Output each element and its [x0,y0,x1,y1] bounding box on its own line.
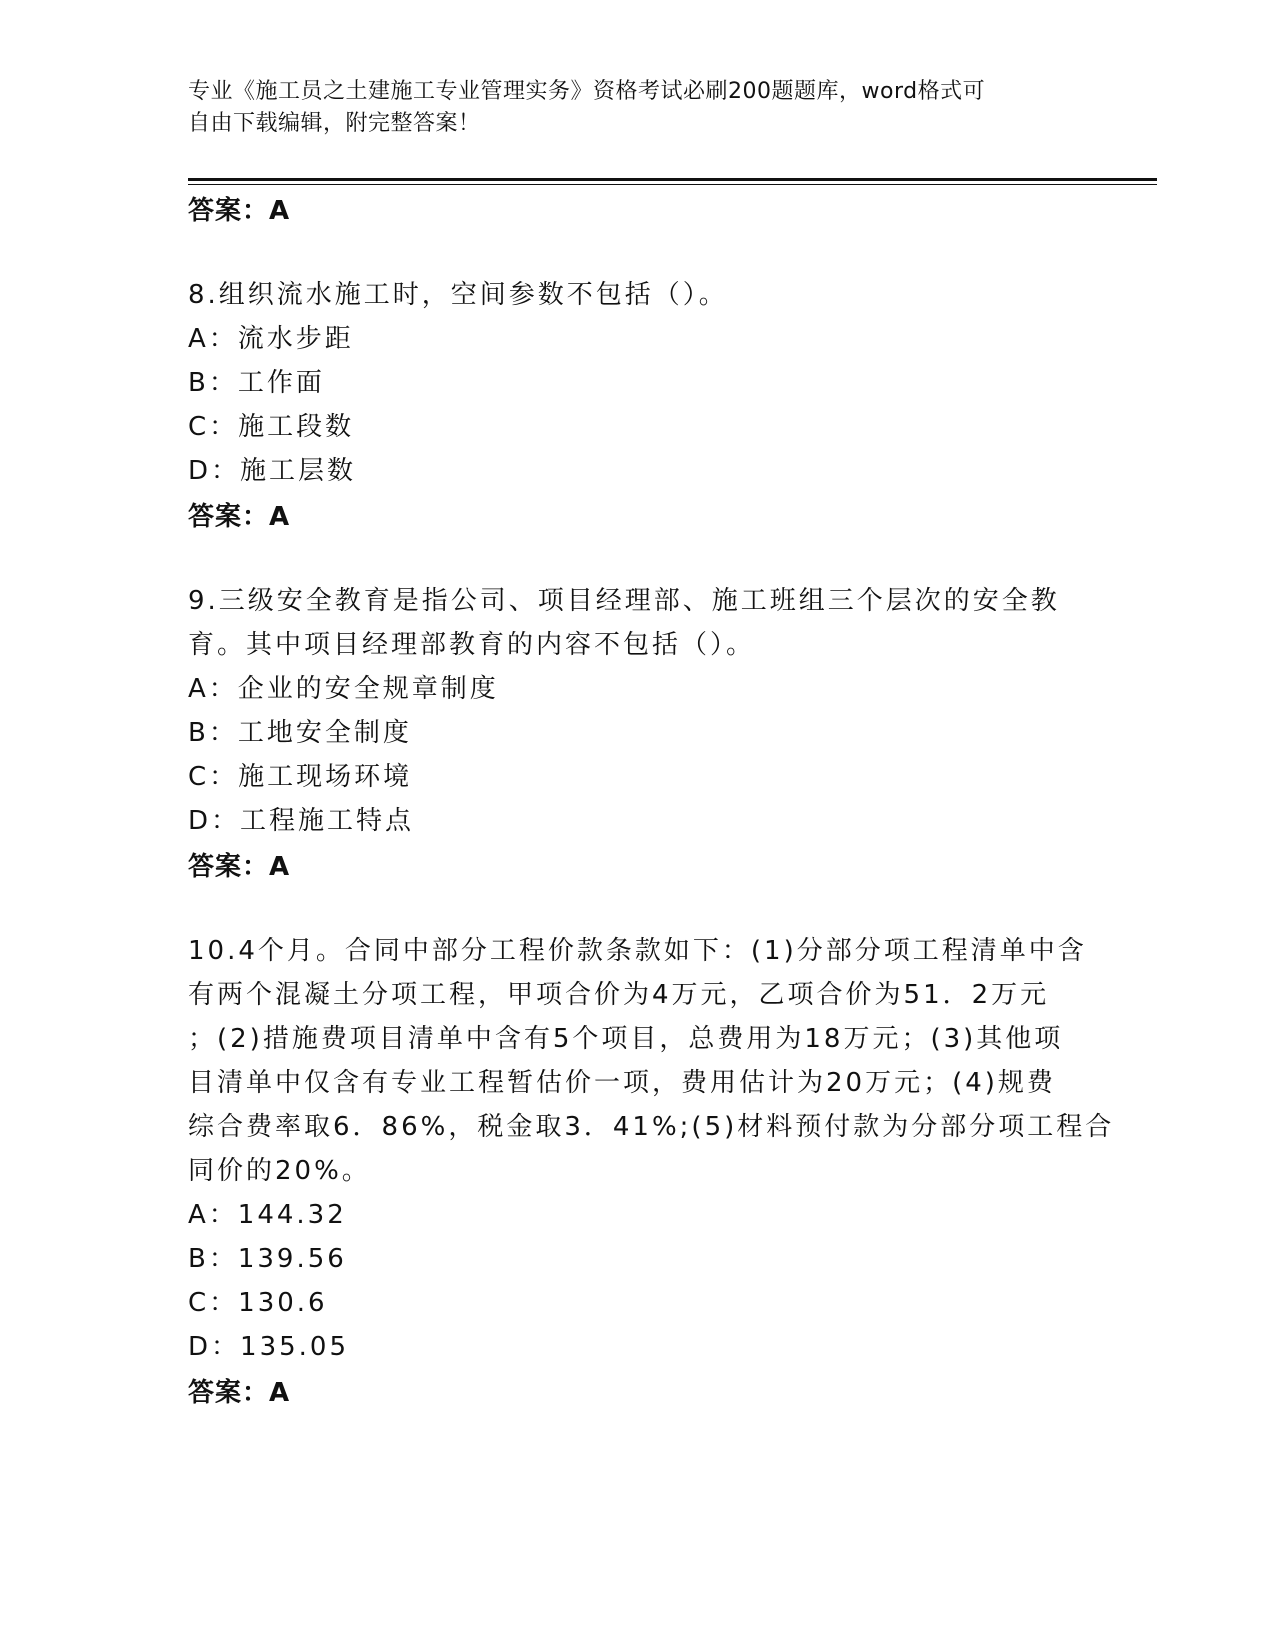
question-8-option-a: A：流水步距 [188,324,354,354]
question-9-stem-line-1: 9.三级安全教育是指公司、项目经理部、施工班组三个层次的安全教 [188,586,1060,616]
question-9-option-a: A：企业的安全规章制度 [188,674,499,704]
question-9-option-c: C：施工现场环境 [188,762,413,792]
question-10-option-d: D：135.05 [188,1332,349,1362]
question-10-stem-line-6: 同价的20%。 [188,1156,371,1186]
question-9-option-d: D：工程施工特点 [188,806,415,836]
header-rule-thin [188,184,1157,185]
question-10-option-a: A：144.32 [188,1200,347,1230]
question-10-option-b: B：139.56 [188,1244,347,1274]
question-8-option-c: C：施工段数 [188,412,355,442]
question-8-stem: 8.组织流水施工时，空间参数不包括（）。 [188,280,728,310]
question-8-option-b: B：工作面 [188,368,325,398]
question-10-stem-line-2: 有两个混凝土分项工程，甲项合价为4万元，乙项合价为51．2万元 [188,980,1050,1010]
question-9-option-b: B：工地安全制度 [188,718,412,748]
question-9-answer: 答案：A [188,852,291,882]
question-9-stem-line-2: 育。其中项目经理部教育的内容不包括（）。 [188,630,756,660]
document-header [188,76,1078,140]
question-10-stem-line-5: 综合费率取6．86%，税金取3．41%;(5)材料预付款为分部分项工程合 [188,1112,1115,1142]
question-10-stem-line-1: 10.4个月。合同中部分工程价款条款如下：(1)分部分项工程清单中含 [188,936,1087,966]
question-10-option-c: C：130.6 [188,1288,328,1318]
header-line-1: 专业《施工员之土建施工专业管理实务》资格考试必刷200题题库，word格式可 [188,79,986,104]
header-line-2: 自由下载编辑，附完整答案！ [188,111,481,136]
header-rule-thick [188,178,1157,181]
answer-previous: 答案：A [188,196,291,226]
question-8-answer: 答案：A [188,502,291,532]
question-10-answer: 答案：A [188,1378,291,1408]
question-8-option-d: D：施工层数 [188,456,357,486]
question-10-stem-line-3: ；(2)措施费项目清单中含有5个项目，总费用为18万元；(3)其他项 [188,1024,1064,1054]
question-10-stem-line-4: 目清单中仅含有专业工程暂估价一项，费用估计为20万元；(4)规费 [188,1068,1056,1098]
